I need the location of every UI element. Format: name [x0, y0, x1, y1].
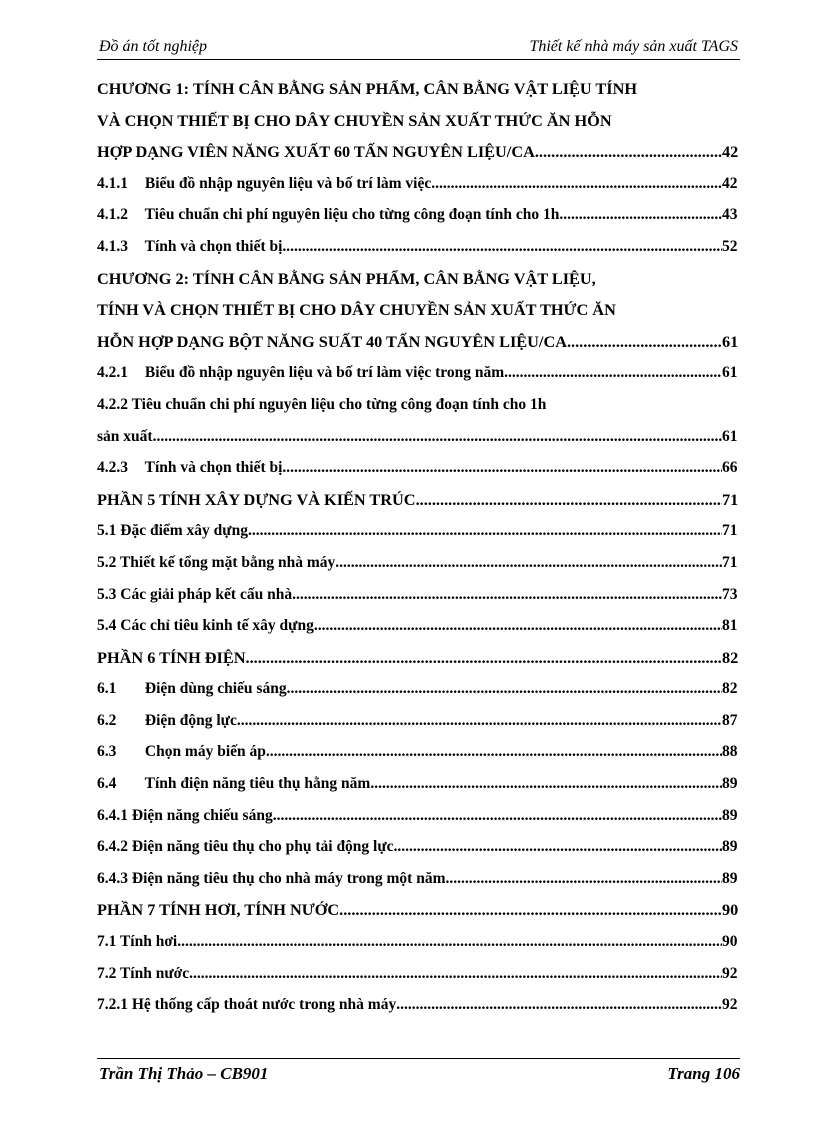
page-number: 82 — [722, 647, 739, 667]
toc-entry-6-3[interactable]: 6.3 Chọn máy biến áp ..... 88 — [97, 736, 740, 768]
toc-entry-4-1-2[interactable]: 4.1.2 Tiêu chuẩn chi phí nguyên liệu cho từng công đoạn tính cho 1h ..... 43 — [97, 199, 740, 231]
page-header — [97, 34, 740, 60]
page-number: 61 — [722, 331, 739, 351]
toc-entry-6-4-1[interactable]: 6.4.1 Điện năng chiếu sáng ..... 89 — [97, 800, 740, 832]
toc-chapter-1-line-1: CHƯƠNG 1: TÍNH CÂN BẰNG SẢN PHẨM, CÂN BẰNG VẬT LIỆU TÍNH — [97, 79, 638, 98]
toc-entry-5-3[interactable]: 5.3 Các giải pháp kết cấu nhà ..... 73 — [97, 579, 740, 611]
page-number: 88 — [722, 743, 738, 761]
toc-entry-5-1[interactable]: 5.1 Đặc điểm xây dựng ..... 71 — [97, 515, 740, 547]
toc-chapter-2-line-2: TÍNH VÀ CHỌN THIẾT BỊ CHO DÂY CHUYỀN SẢN XUẤT THỨC ĂN — [97, 300, 616, 320]
header-right: Thiết kế nhà máy sản xuất TAGS — [529, 38, 738, 55]
toc-entry-6-4[interactable]: 6.4 Tính điện năng tiêu thụ hằng năm ..... 89 — [97, 768, 740, 800]
page-number: 82 — [722, 680, 738, 698]
page-number: 89 — [722, 775, 738, 793]
toc-entry-4-2-2-line-1: 4.2.2 Tiêu chuẩn chi phí nguyên liệu cho từng công đoạn tính cho 1h — [97, 395, 547, 413]
toc-entry-7-2[interactable]: 7.2 Tính nước ..... 92 — [97, 958, 740, 990]
toc-entry-6-2[interactable]: 6.2 Điện động lực ..... 87 — [97, 705, 740, 737]
toc-entry-7-2-1[interactable]: 7.2.1 Hệ thống cấp thoát nước trong nhà máy ..... 92 — [97, 989, 740, 1021]
toc-entry-6-4-3[interactable]: 6.4.3 Điện năng tiêu thụ cho nhà máy trong một năm ..... 89 — [97, 863, 740, 895]
toc-entry-7-1[interactable]: 7.1 Tính hơi ..... 90 — [97, 926, 740, 958]
toc-entry-4-2-3[interactable]: 4.2.3 Tính và chọn thiết bị ..... 66 — [97, 452, 740, 484]
toc-chapter-2-line-1: CHƯƠNG 2: TÍNH CÂN BẰNG SẢN PHẨM, CÂN BẰNG VẬT LIỆU, — [97, 268, 596, 288]
toc-entry-6-1[interactable]: 6.1 Điện dùng chiếu sáng ..... 82 — [97, 673, 740, 705]
toc-chapter-1-line-2: VÀ CHỌN THIẾT BỊ CHO DÂY CHUYỀN SẢN XUẤT THỨC ĂN HỖN — [97, 110, 612, 130]
toc-part-7[interactable]: PHẦN 7 TÍNH HƠI, TÍNH NƯỚC ..... 90 — [97, 894, 740, 926]
page-number: 66 — [722, 459, 738, 477]
page-number: 89 — [722, 806, 738, 824]
toc-entry-5-4[interactable]: 5.4 Các chỉ tiêu kinh tế xây dựng ..... 81 — [97, 610, 740, 642]
page-number: 61 — [722, 427, 738, 445]
page-number: 90 — [722, 900, 739, 920]
page-number: 73 — [722, 585, 738, 603]
page-number: 89 — [722, 869, 738, 887]
toc-entry-4-1-3[interactable]: 4.1.3 Tính và chọn thiết bị ..... 52 — [97, 231, 740, 263]
toc-part-5[interactable]: PHẦN 5 TÍNH XÂY DỰNG VÀ KIẾN TRÚC ..... 71 — [97, 484, 740, 516]
page-number: 61 — [722, 364, 738, 382]
page-number: 52 — [722, 237, 738, 255]
page-footer — [97, 1058, 740, 1083]
toc-chapter-1-line-3[interactable]: HỢP DẠNG VIÊN NĂNG XUẤT 60 TẤN NGUYÊN LIỆU/CA ..... 42 — [97, 136, 740, 168]
page-number: 87 — [722, 711, 738, 729]
toc-entry-5-2[interactable]: 5.2 Thiết kế tổng mặt bằng nhà máy ..... 71 — [97, 547, 740, 579]
page-number: 71 — [722, 553, 738, 571]
page-number: 90 — [722, 933, 738, 951]
toc-entry-4-1-1[interactable]: 4.1.1 Biểu đồ nhập nguyên liệu và bố trí làm việc ..... 42 — [97, 168, 740, 200]
toc-entry-4-2-1[interactable]: 4.2.1 Biểu đồ nhập nguyên liệu và bố trí làm việc trong năm ..... 61 — [97, 357, 740, 389]
header-rule — [97, 59, 740, 60]
page-number: 92 — [722, 996, 738, 1014]
toc-part-6[interactable]: PHẦN 6 TÍNH ĐIỆN ..... 82 — [97, 642, 740, 674]
footer-author: Trần Thị Thảo – CB901 — [99, 1064, 269, 1083]
page-number: 43 — [722, 206, 738, 224]
page-number: 81 — [722, 617, 738, 635]
toc-entry-4-2-2-line-2[interactable]: sản xuất ..... 61 — [97, 421, 740, 453]
page-number: 42 — [722, 174, 738, 192]
page-number: 89 — [722, 838, 738, 856]
toc-entry-6-4-2[interactable]: 6.4.2 Điện năng tiêu thụ cho phụ tải động lực ..... 89 — [97, 831, 740, 863]
page-number: 71 — [722, 522, 738, 540]
toc-chapter-2-line-3[interactable]: HỖN HỢP DẠNG BỘT NĂNG SUẤT 40 TẤN NGUYÊN LIỆU/CA ..... 61 — [97, 326, 740, 358]
header-left: Đồ án tốt nghiệp — [99, 38, 207, 55]
page-number: 92 — [722, 964, 738, 982]
page-number: 42 — [722, 142, 739, 162]
page-number: 71 — [722, 489, 739, 509]
table-of-contents — [97, 73, 740, 1021]
footer-page-number: Trang 106 — [667, 1064, 740, 1083]
footer-rule — [97, 1058, 740, 1059]
